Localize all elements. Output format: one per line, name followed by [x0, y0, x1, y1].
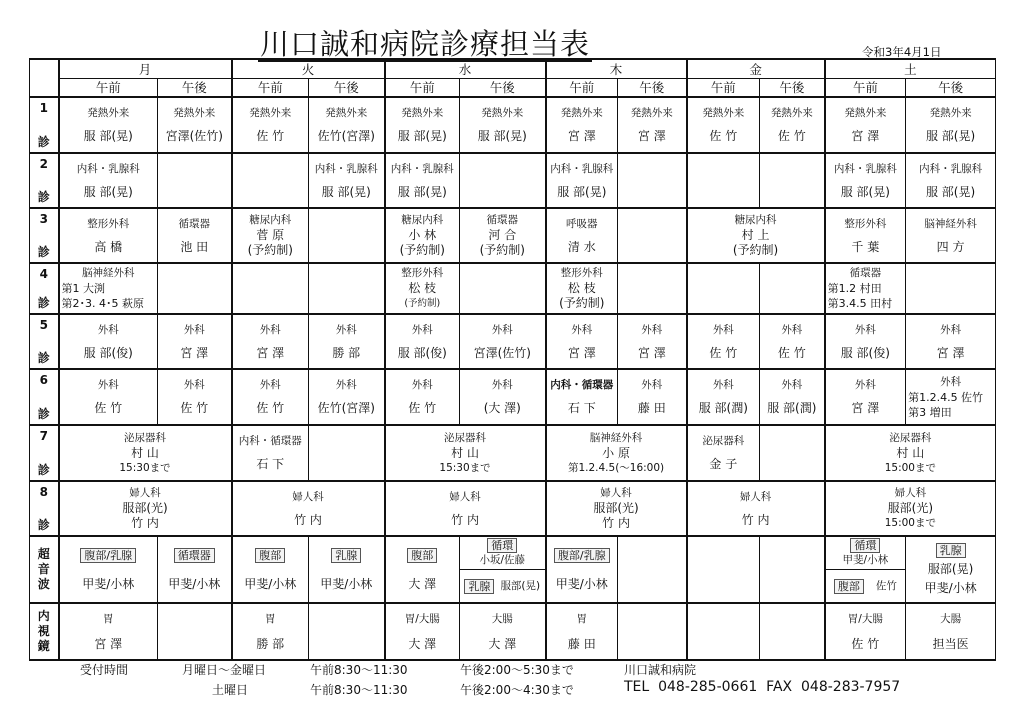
slot-cell: 循環器 河 合 (予約制)	[460, 208, 546, 263]
slot-cell: 胃 藤 田	[546, 603, 618, 660]
slot-cell: 婦人科 竹 内	[687, 481, 825, 536]
slot-cell: 発熱外来 宮澤(佐竹)	[158, 97, 232, 153]
row-label: 6 診	[30, 369, 59, 425]
exam-tag: 循環器	[174, 548, 215, 563]
row-label: 8 診	[30, 481, 59, 536]
slot-cell: 呼吸器 清 水	[546, 208, 618, 263]
row-label-ultrasound: 超音波	[30, 536, 59, 603]
slot-cell: 循環 甲斐/小林 腹部 佐竹	[825, 536, 906, 603]
half-am: 午前	[385, 79, 460, 98]
slot-cell: 内科・乳腺科 服 部(晃)	[825, 153, 906, 208]
slot-cell: 外科 宮 澤	[546, 314, 618, 369]
slot-cell: 外科 宮澤(佐竹)	[460, 314, 546, 369]
slot-cell: 外科 宮 澤	[825, 369, 906, 425]
slot-cell	[460, 153, 546, 208]
half-pm: 午後	[309, 79, 385, 98]
slot-cell: 外科 佐 竹	[385, 369, 460, 425]
half-am: 午前	[59, 79, 158, 98]
slot-cell: 発熱外来 服 部(晃)	[385, 97, 460, 153]
slot-cell: 循環 小坂/佐藤 乳腺 服部(晃)	[460, 536, 546, 603]
slot-cell: 発熱外来 服 部(晃)	[460, 97, 546, 153]
weekday-pm-hours: 午後2:00～5:30まで	[460, 663, 574, 677]
slot-cell: 発熱外来 服 部(晃)	[906, 97, 996, 153]
slot-cell: 発熱外来 佐 竹	[232, 97, 309, 153]
exam-tag: 腹部	[255, 548, 285, 563]
slot-cell: 外科 服 部(俊)	[385, 314, 460, 369]
slot-cell: 大腸 担当医	[906, 603, 996, 660]
slot-cell: 内科・循環器 石 下	[232, 425, 309, 481]
row-3	[30, 208, 996, 263]
exam-tag: 腹部	[407, 548, 437, 563]
day-thu: 木	[546, 59, 687, 79]
slot-cell: 腹部 大 澤	[385, 536, 460, 603]
row-label: 1 診	[30, 97, 59, 153]
slot-cell: 循環器 甲斐/小林	[158, 536, 232, 603]
exam-tag: 乳腺	[936, 543, 966, 558]
slot-cell: 発熱外来 服 部(晃)	[59, 97, 158, 153]
exam-tag: 循環	[850, 538, 880, 553]
row-6	[30, 369, 996, 425]
slot-cell: 内科・乳腺科 服 部(晃)	[385, 153, 460, 208]
slot-cell: 内科・乳腺科 服 部(晃)	[59, 153, 158, 208]
slot-cell: 外科 宮 澤	[618, 314, 687, 369]
exam-tag: 腹部/乳腺	[80, 548, 136, 563]
slot-cell	[618, 603, 687, 660]
half-am: 午前	[546, 79, 618, 98]
row-7	[30, 425, 996, 481]
slot-cell: 腹部/乳腺 甲斐/小林	[546, 536, 618, 603]
slot-cell: 外科 佐 竹	[687, 314, 760, 369]
half-am: 午前	[232, 79, 309, 98]
row-5	[30, 314, 996, 369]
slot-cell: 外科 佐竹(宮澤)	[309, 369, 385, 425]
saturday-pm-hours: 午後2:00～4:30まで	[460, 683, 574, 697]
slot-cell	[760, 603, 825, 660]
hospital-name: 川口誠和病院	[624, 663, 697, 677]
day-tue: 火	[232, 59, 385, 79]
slot-cell: 泌尿器科 金 子	[687, 425, 760, 481]
slot-cell: 胃/大腸 佐 竹	[825, 603, 906, 660]
slot-cell	[618, 153, 687, 208]
slot-cell: 糖尿内科 村 上 (予約制)	[687, 208, 825, 263]
page-title: 川口誠和病院診療担当表	[260, 27, 591, 61]
slot-cell: 外科 服 部(俊)	[825, 314, 906, 369]
exam-tag: 乳腺	[331, 548, 361, 563]
slot-cell: 外科 服 部(潤)	[760, 369, 825, 425]
slot-cell	[232, 153, 309, 208]
slot-cell: 外科 佐 竹	[760, 314, 825, 369]
slot-cell: 大腸 大 澤	[460, 603, 546, 660]
slot-cell: 胃 宮 澤	[59, 603, 158, 660]
slot-cell: 糖尿内科 小 林 (予約制)	[385, 208, 460, 263]
slot-cell	[906, 263, 996, 314]
row-label-endoscopy: 内視鏡	[30, 603, 59, 660]
slot-cell: 整形外科 松 枝 (予約制)	[385, 263, 460, 314]
slot-cell: 発熱外来 佐 竹	[687, 97, 760, 153]
saturday-am-hours: 午前8:30～11:30	[310, 683, 408, 697]
slot-cell: 糖尿内科 菅 原 (予約制)	[232, 208, 309, 263]
issue-date: 令和3年4月1日	[862, 45, 942, 59]
exam-tag: 循環	[487, 538, 517, 553]
weekday-label: 月曜日～金曜日	[182, 663, 267, 677]
row-1	[30, 97, 996, 153]
slot-cell	[687, 536, 760, 603]
slot-cell	[760, 153, 825, 208]
slot-cell: 外科 宮 澤	[158, 314, 232, 369]
slot-cell: 循環器 第1.2 村田 第3.4.5 田村	[825, 263, 906, 314]
slot-cell: 整形外科 高 橋	[59, 208, 158, 263]
slot-cell: 外科 宮 澤	[232, 314, 309, 369]
slot-cell: 外科 (大 澤)	[460, 369, 546, 425]
row-endoscopy	[30, 603, 996, 660]
slot-cell: 内科・乳腺科 服 部(晃)	[309, 153, 385, 208]
slot-cell: 外科 勝 部	[309, 314, 385, 369]
slot-cell: 発熱外来 佐 竹	[760, 97, 825, 153]
slot-cell: 外科 佐 竹	[59, 369, 158, 425]
half-pm: 午後	[158, 79, 232, 98]
half-pm: 午後	[618, 79, 687, 98]
half-am: 午前	[825, 79, 906, 98]
slot-cell	[687, 263, 760, 314]
row-ultrasound	[30, 536, 996, 603]
half-pm: 午後	[906, 79, 996, 98]
day-fri: 金	[687, 59, 825, 79]
slot-cell: 内科・循環器 石 下	[546, 369, 618, 425]
slot-cell: 脳神経外科 第1 大渕 第2･3. 4･5 萩原	[59, 263, 158, 314]
slot-cell: 婦人科 服部(光) 竹 内	[59, 481, 232, 536]
slot-cell: 婦人科 竹 内	[232, 481, 385, 536]
slot-cell: 外科 服 部(潤)	[687, 369, 760, 425]
slot-cell	[760, 425, 825, 481]
row-label: 3 診	[30, 208, 59, 263]
slot-cell: 婦人科 竹 内	[385, 481, 546, 536]
slot-cell	[618, 208, 687, 263]
slot-cell: 発熱外来 宮 澤	[825, 97, 906, 153]
weekday-am-hours: 午前8:30～11:30	[310, 663, 408, 677]
exam-tag: 腹部	[834, 579, 864, 594]
day-mon: 月	[59, 59, 232, 79]
slot-cell: 外科 佐 竹	[158, 369, 232, 425]
slot-cell: 外科 第1.2.4.5 佐竹 第3 増田	[906, 369, 996, 425]
contact-info: TEL 048-285-0661 FAX 048-283-7957	[624, 679, 901, 695]
row-label: 2 診	[30, 153, 59, 208]
slot-cell: 外科 服 部(俊)	[59, 314, 158, 369]
slot-cell	[309, 263, 385, 314]
row-8	[30, 481, 996, 536]
half-pm: 午後	[760, 79, 825, 98]
row-label: 7 診	[30, 425, 59, 481]
slot-cell	[760, 263, 825, 314]
slot-cell	[687, 153, 760, 208]
slot-cell: 発熱外来 宮 澤	[618, 97, 687, 153]
slot-cell: 内科・乳腺科 服 部(晃)	[546, 153, 618, 208]
slot-cell	[232, 263, 309, 314]
slot-cell: 婦人科 服部(光) 竹 内	[546, 481, 687, 536]
slot-cell: 乳腺 甲斐/小林	[309, 536, 385, 603]
slot-cell	[309, 208, 385, 263]
slot-cell: 腹部/乳腺 甲斐/小林	[59, 536, 158, 603]
slot-cell	[760, 536, 825, 603]
slot-cell	[687, 603, 760, 660]
slot-cell: 循環器 池 田	[158, 208, 232, 263]
row-label: 4 診	[30, 263, 59, 314]
half-am: 午前	[687, 79, 760, 98]
slot-cell	[460, 263, 546, 314]
row-2	[30, 153, 996, 208]
slot-cell: 外科 藤 田	[618, 369, 687, 425]
slot-cell: 乳腺 服部(晃) 甲斐/小林	[906, 536, 996, 603]
slot-cell: 泌尿器科 村 山 15:30まで	[59, 425, 232, 481]
slot-cell: 婦人科 服部(光) 15:00まで	[825, 481, 996, 536]
slot-cell	[618, 536, 687, 603]
slot-cell: 胃 勝 部	[232, 603, 309, 660]
slot-cell: 泌尿器科 村 山 15:30まで	[385, 425, 546, 481]
slot-cell: 脳神経外科 四 方	[906, 208, 996, 263]
slot-cell: 発熱外来 宮 澤	[546, 97, 618, 153]
slot-cell	[618, 263, 687, 314]
day-wed: 水	[385, 59, 546, 79]
slot-cell: 脳神経外科 小 原 第1.2.4.5(～16:00)	[546, 425, 687, 481]
slot-cell: 腹部 甲斐/小林	[232, 536, 309, 603]
corner-cell	[30, 59, 59, 97]
slot-cell	[158, 263, 232, 314]
half-pm: 午後	[460, 79, 546, 98]
exam-tag: 乳腺	[464, 579, 494, 594]
saturday-label: 土曜日	[212, 683, 249, 697]
slot-cell: 泌尿器科 村 山 15:00まで	[825, 425, 996, 481]
reception-label: 受付時間	[80, 663, 129, 677]
slot-cell: 整形外科 千 葉	[825, 208, 906, 263]
slot-cell	[309, 425, 385, 481]
day-sat: 土	[825, 59, 996, 79]
slot-cell	[158, 603, 232, 660]
slot-cell: 発熱外来 佐竹(宮澤)	[309, 97, 385, 153]
schedule-table	[29, 58, 996, 661]
exam-tag: 腹部/乳腺	[554, 548, 610, 563]
slot-cell: 外科 佐 竹	[232, 369, 309, 425]
slot-cell	[309, 603, 385, 660]
row-label: 5 診	[30, 314, 59, 369]
slot-cell: 内科・乳腺科 服 部(晃)	[906, 153, 996, 208]
slot-cell: 外科 宮 澤	[906, 314, 996, 369]
slot-cell	[158, 153, 232, 208]
slot-cell: 胃/大腸 大 澤	[385, 603, 460, 660]
row-4	[30, 263, 996, 314]
slot-cell: 整形外科 松 枝 (予約制)	[546, 263, 618, 314]
